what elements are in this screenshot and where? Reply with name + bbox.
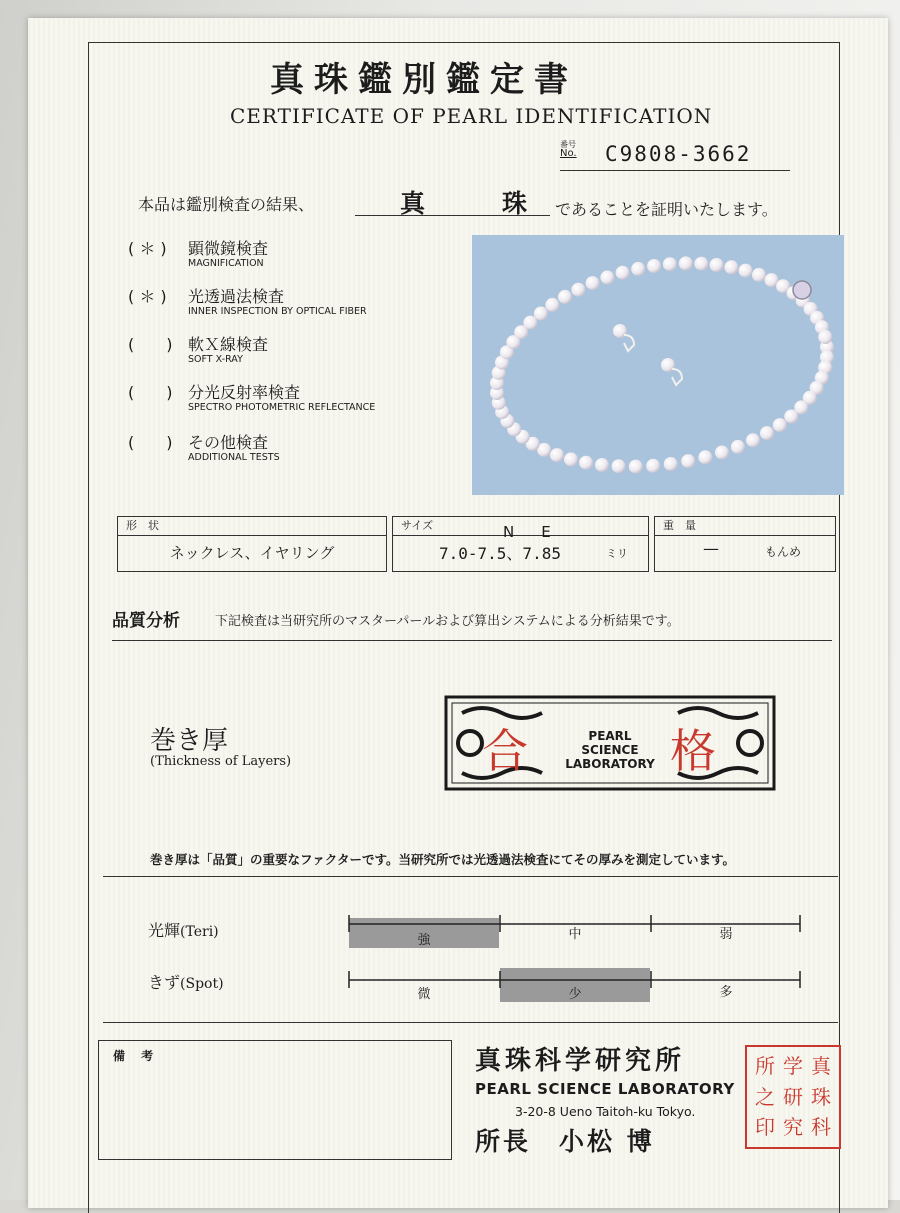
size-marks: N E — [503, 523, 557, 541]
size-unit: ミリ — [606, 547, 628, 560]
test-mark: ( ) — [128, 335, 173, 354]
certification-suffix: であることを証明いたします。 — [555, 200, 778, 219]
shape-cell — [117, 516, 387, 572]
pearl — [681, 454, 695, 468]
certification-underline — [355, 215, 550, 216]
spot-grade-many: 多 — [719, 985, 733, 1000]
pearl — [629, 460, 643, 474]
pearl — [663, 257, 677, 271]
spot-label-jp: きず — [148, 973, 181, 992]
pearl-photo — [472, 235, 844, 495]
test-item — [128, 236, 269, 269]
stamp-characters — [751, 1051, 835, 1143]
quality-analysis-label: 品質分析 — [112, 611, 180, 631]
pearl — [616, 266, 630, 280]
title-english: CERTIFICATE OF PEARL IDENTIFICATION — [230, 104, 713, 128]
test-name-en: SOFT X-RAY — [188, 354, 243, 365]
pearl — [724, 260, 738, 274]
pearl — [564, 452, 578, 466]
pearl — [647, 259, 661, 273]
stamp-char: 所 — [755, 1054, 775, 1078]
divider — [103, 876, 838, 877]
luster-label-en: (Teri) — [180, 924, 219, 940]
stamp-char: 之 — [755, 1084, 775, 1109]
test-name-en: INNER INSPECTION BY OPTICAL FIBER — [188, 306, 367, 317]
weight-cell — [654, 516, 836, 572]
number-label-jp: 番号 — [560, 140, 576, 149]
certificate-number: C9808-3662 — [605, 142, 752, 166]
test-name-jp: 顕微鏡検査 — [188, 239, 269, 258]
luster-label — [148, 918, 219, 941]
pearl — [784, 410, 798, 424]
seal-lab-line-2: LABORATORY — [565, 757, 655, 771]
lab-name-en: PEARL SCIENCE LABORATORY — [475, 1080, 735, 1098]
number-label-en: No. — [560, 148, 577, 159]
pearl — [760, 426, 774, 440]
luster-scale — [348, 910, 803, 956]
test-name-jp: 光透過法検査 — [188, 287, 285, 306]
test-name-en: MAGNIFICATION — [188, 258, 264, 269]
test-item — [128, 332, 269, 365]
quality-analysis-description: 下記検査は当研究所のマスターパールおよび算出システムによる分析結果です。 — [215, 614, 680, 629]
pearl — [818, 330, 832, 344]
remarks-label: 備 考 — [113, 1049, 160, 1063]
lab-director: 所長 小松 博 — [475, 1127, 655, 1156]
shape-label: 形 状 — [118, 517, 386, 536]
pearl — [595, 458, 609, 472]
pearl-necklace-image — [472, 235, 844, 495]
certification-result: 真 珠 — [400, 189, 554, 218]
thickness-label-jp: 巻き厚 — [150, 726, 229, 756]
seal-char-pass-1: 合 — [482, 724, 528, 778]
luster-grade-strong: 強 — [417, 933, 431, 948]
official-stamp — [745, 1045, 841, 1149]
stamp-char: 珠 — [811, 1084, 831, 1109]
lab-name-jp: 真珠科学研究所 — [475, 1046, 686, 1076]
pearl — [558, 290, 572, 304]
pearl — [694, 257, 708, 271]
stamp-char: 学 — [783, 1054, 803, 1078]
divider — [112, 640, 832, 641]
pearl — [710, 258, 724, 272]
seal-lab-name — [560, 729, 660, 771]
weight-label: 重 量 — [655, 517, 835, 536]
pearl — [571, 283, 585, 297]
pearl — [664, 457, 678, 471]
pearl — [600, 271, 614, 285]
pearl — [773, 418, 787, 432]
pearl — [646, 459, 660, 473]
luster-label-jp: 光輝 — [148, 921, 181, 940]
spot-grade-few: 少 — [568, 987, 582, 1002]
pearl — [586, 276, 600, 290]
size-value: 7.0-7.5、7.85 — [439, 544, 561, 563]
test-name-jp: 分光反射率検査 — [188, 383, 301, 402]
test-name-en: SPECTRO PHOTOMETRIC REFLECTANCE — [188, 402, 376, 413]
luster-grade-medium: 中 — [568, 927, 582, 942]
pearl — [679, 256, 693, 270]
seal-lab-line-1: PEARL SCIENCE — [581, 729, 639, 757]
pearl — [739, 264, 753, 278]
clasp — [793, 281, 811, 299]
divider — [103, 1022, 838, 1023]
spot-scale — [348, 962, 803, 1008]
test-mark: ( ) — [128, 433, 173, 452]
pearl — [731, 440, 745, 454]
size-label: サイズ — [393, 517, 648, 536]
pearl — [631, 262, 645, 276]
test-name-jp: 軟Ｘ線検査 — [188, 335, 269, 354]
seal-char-pass-2: 格 — [670, 724, 716, 778]
thickness-label-en: (Thickness of Layers) — [150, 754, 292, 769]
test-mark: ( ) — [128, 383, 173, 402]
stamp-char: 科 — [811, 1115, 831, 1140]
pearl — [579, 456, 593, 470]
number-label — [560, 140, 577, 158]
test-name-jp: その他検査 — [188, 433, 269, 452]
test-mark: ( ＊ ) — [128, 287, 167, 306]
stamp-char: 印 — [755, 1115, 775, 1140]
lab-address: 3-20-8 Ueno Taitoh-ku Tokyo. — [515, 1104, 696, 1119]
test-name-en: ADDITIONAL TESTS — [188, 452, 280, 463]
thickness-note: 巻き厚は「品質」の重要なファクターです。当研究所では光透過法検査にてその厚みを測定しています。 — [150, 852, 736, 867]
pearl — [746, 433, 760, 447]
test-item — [128, 284, 367, 317]
test-item — [128, 430, 280, 463]
pearl — [698, 450, 712, 464]
stamp-char: 真 — [811, 1054, 831, 1078]
pearl — [752, 268, 766, 282]
test-item — [128, 380, 376, 413]
stamp-char: 究 — [783, 1115, 803, 1140]
number-underline — [560, 170, 790, 171]
pass-seal — [442, 693, 778, 793]
pearl — [550, 448, 564, 462]
shape-value: ネックレス、イヤリング — [169, 544, 335, 562]
luster-grade-weak: 弱 — [719, 927, 733, 942]
title-japanese: 真珠鑑別鑑定書 — [270, 60, 578, 100]
spot-grade-slight: 微 — [417, 987, 431, 1002]
weight-value: — — [703, 539, 719, 558]
remarks-box — [98, 1040, 452, 1160]
test-mark: ( ＊ ) — [128, 239, 167, 258]
pearl — [715, 446, 729, 460]
stamp-char: 研 — [783, 1084, 803, 1109]
spot-label — [148, 970, 224, 993]
weight-unit: もんめ — [765, 545, 802, 559]
pearl — [534, 307, 548, 321]
size-cell — [392, 516, 649, 572]
pearl — [612, 459, 626, 473]
spot-label-en: (Spot) — [180, 976, 224, 992]
pearl — [545, 298, 559, 312]
certification-prefix: 本品は鑑別検査の結果、 — [138, 195, 315, 214]
